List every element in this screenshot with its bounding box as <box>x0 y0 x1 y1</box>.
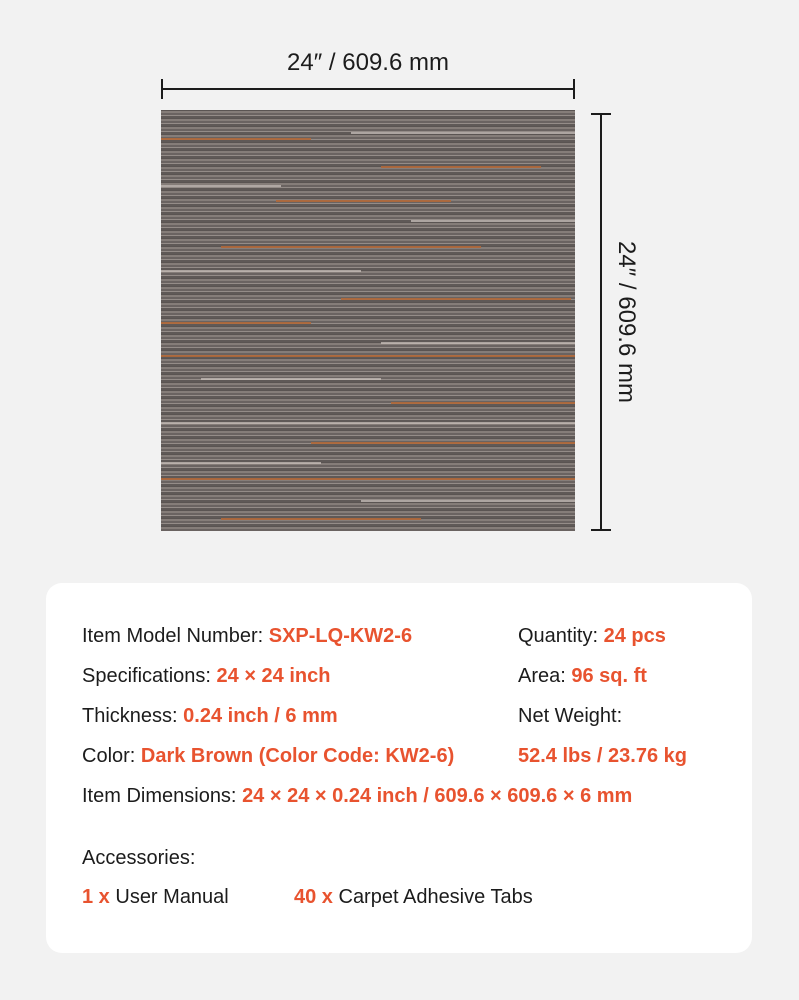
accessory-name: User Manual <box>109 886 229 908</box>
specifications-value: 24 × 24 inch <box>216 665 331 687</box>
quantity-row <box>518 624 666 648</box>
net-weight-label-row <box>518 704 622 728</box>
net-weight-value-row <box>518 744 687 768</box>
width-dimension-cap-left <box>161 79 163 99</box>
area-row <box>518 664 647 688</box>
area-label: Area: <box>518 665 572 687</box>
width-dimension-line <box>161 88 575 90</box>
carpet-tile-image <box>161 110 575 531</box>
accessory-count: 1 x <box>82 886 110 908</box>
specifications-label: Specifications: <box>82 665 217 687</box>
height-dimension-cap-bottom <box>591 529 611 531</box>
area-value: 96 sq. ft <box>571 665 647 687</box>
quantity-label: Quantity: <box>518 625 604 647</box>
item-model-number-row <box>82 624 412 648</box>
item-model-number-value: SXP-LQ-KW2-6 <box>268 625 413 647</box>
net-weight-value: 52.4 lbs / 23.76 kg <box>518 745 687 767</box>
width-dimension-cap-right <box>573 79 575 99</box>
accessories-title: Accessories: <box>82 847 196 869</box>
width-dimension <box>161 48 575 78</box>
accessory-name: Carpet Adhesive Tabs <box>332 886 533 908</box>
thickness-label: Thickness: <box>82 705 184 727</box>
color-label: Color: <box>82 745 141 767</box>
color-row <box>82 744 454 768</box>
item-dimensions-row <box>82 784 632 808</box>
item-model-number-label: Item Model Number: <box>82 625 269 647</box>
height-dimension-label: 24″ / 609.6 mm <box>613 241 640 403</box>
accessory-item <box>294 885 533 909</box>
accessory-count: 40 x <box>294 886 333 908</box>
color-value: Dark Brown (Color Code: KW2-6) <box>140 745 455 767</box>
thickness-value: 0.24 inch / 6 mm <box>183 705 338 727</box>
net-weight-label: Net Weight: <box>518 705 623 727</box>
height-dimension-cap-top <box>591 113 611 115</box>
height-dimension-line <box>600 113 602 531</box>
accessory-item <box>82 885 229 909</box>
thickness-row <box>82 704 338 728</box>
width-dimension-label: 24″ / 609.6 mm <box>287 49 449 76</box>
specifications-row <box>82 664 330 688</box>
spec-card <box>46 583 752 953</box>
item-dimensions-label: Item Dimensions: <box>82 785 243 807</box>
item-dimensions-value: 24 × 24 × 0.24 inch / 609.6 × 609.6 × 6 mm <box>242 785 633 807</box>
height-dimension <box>590 113 640 531</box>
quantity-value: 24 pcs <box>603 625 666 647</box>
